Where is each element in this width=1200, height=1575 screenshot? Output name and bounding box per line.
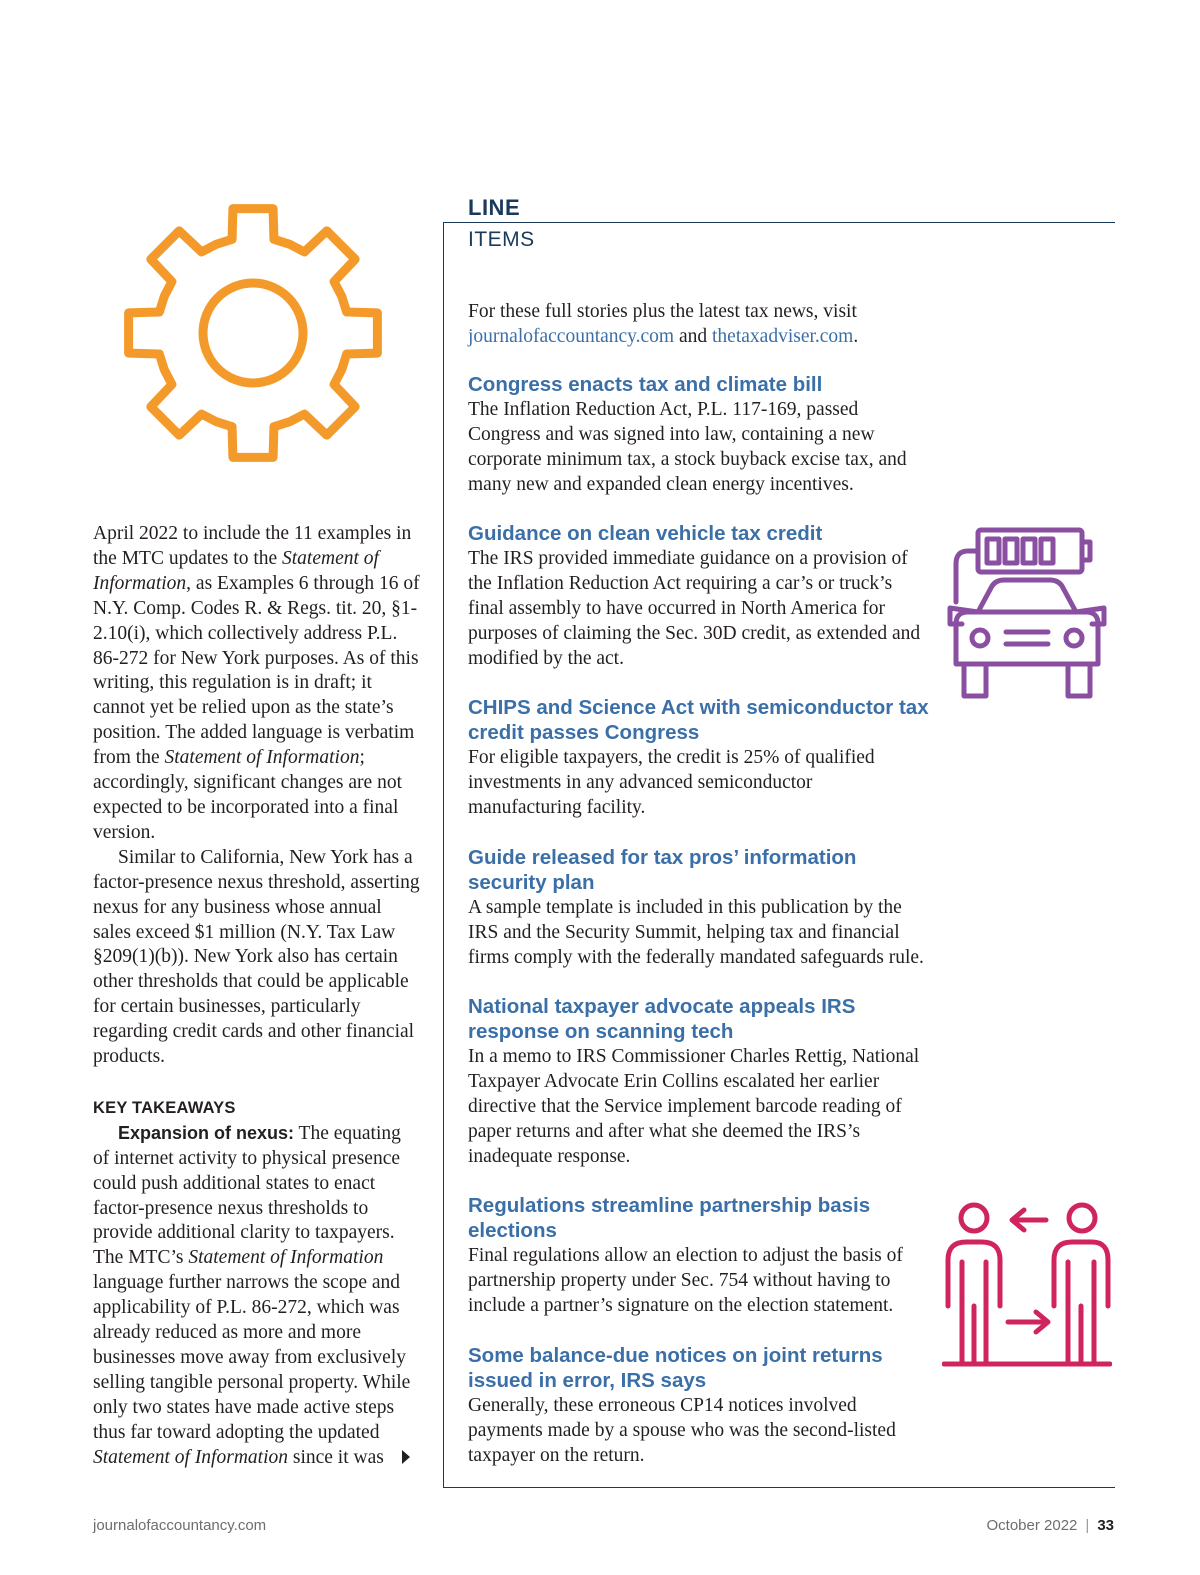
news-item-body: The IRS provided immediate guidance on a provision of the Inflation Reduction Act requiring a car’s or truck’s final assembly to have occurred in North America for purposes of claiming the Sec. 30D credit, as extended and modified by the act. <box>468 548 921 669</box>
sidebar-intro: For these full stories plus the latest tax news, visit journalofaccountancy.com and thetaxadviser.com. <box>468 301 859 347</box>
article-paragraph: Similar to California, New York has a factor-presence nexus threshold, asserting nexus for any business whose annual sales exceed $1 million (N.Y. Tax Law §209(1)(b)). New York also has certain other thresholds that could be applicable for certain businesses, particularly regarding credit cards and other financial products. <box>93 846 420 1068</box>
news-item <box>468 994 930 1169</box>
footer-folio <box>987 1517 1115 1534</box>
folio-separator: | <box>1085 1517 1090 1534</box>
news-item <box>468 1193 930 1318</box>
gear-icon <box>122 202 384 464</box>
news-item <box>468 521 930 671</box>
news-item-title: Congress enacts tax and climate bill <box>468 373 823 396</box>
news-item-title: Guide released for tax pros’ information security plan <box>468 846 857 894</box>
key-takeaway-paragraph: Expansion of nexus: The equating of internet activity to physical presence could push additional states to enact factor-presence nexus thresholds to provide additional clarity to taxpayers. The MTC’s Statement of Information language further narrows the scope and applicability of P.L. 86-272, which was already reduced as more and more businesses move away from exclusively selling tangible personal property. While only two states have made active steps thus far toward adopting the updated Statement of Information since it was <box>93 1122 411 1468</box>
left-column-article <box>93 522 421 1471</box>
news-item <box>468 845 930 970</box>
key-takeaways-heading: KEY TAKEAWAYS <box>93 1098 236 1117</box>
sidebar-title-line: LINE <box>468 195 521 220</box>
sidebar-left-rule <box>443 222 444 1488</box>
news-item-title: National taxpayer advocate appeals IRS response on scanning tech <box>468 995 856 1043</box>
news-item-title: Guidance on clean vehicle tax credit <box>468 522 823 545</box>
news-item-body: Final regulations allow an election to adjust the basis of partnership property under Sec. 754 without having to include a partner’s signature on the election statement. <box>468 1245 903 1316</box>
news-item-body: In a memo to IRS Commissioner Charles Rettig, National Taxpayer Advocate Erin Collins escalated her earlier directive that the Service implement barcode reading of paper returns and after what she deemed the IRS’s inadequate response. <box>468 1046 920 1167</box>
news-item-body: A sample template is included in this publication by the IRS and the Security Summit, helping tax and financial firms comply with the federally mandated safeguards rule. <box>468 897 924 968</box>
issue-date: October 2022 <box>986 1517 1078 1534</box>
journalofaccountancy-link[interactable]: journalofaccountancy.com <box>468 326 675 347</box>
news-item-body: Generally, these erroneous CP14 notices involved payments made by a spouse who was the second-listed taxpayer on the return. <box>468 1395 896 1466</box>
page-number: 33 <box>1097 1517 1114 1534</box>
thetaxadviser-link[interactable]: thetaxadviser.com <box>712 326 854 347</box>
news-item-body: The Inflation Reduction Act, P.L. 117-169, passed Congress and was signed into law, containing a new corporate minimum tax, a stock buyback excise tax, and many new and expanded clean energy incentives. <box>468 399 907 495</box>
continue-arrow-icon <box>402 1450 410 1464</box>
sidebar-bottom-rule <box>443 1487 1115 1488</box>
news-item <box>468 372 930 497</box>
sidebar-title-items: ITEMS <box>468 228 535 251</box>
key-takeaway-label: Expansion of nexus: <box>118 1122 295 1143</box>
sidebar-top-rule <box>443 222 1115 223</box>
news-item-title: Some balance-due notices on joint returns issued in error, IRS says <box>468 1344 883 1392</box>
news-item-body: For eligible taxpayers, the credit is 25% of qualified investments in any advanced semiconductor manufacturing facility. <box>468 747 875 818</box>
electric-car-icon <box>942 524 1112 700</box>
news-item-title: CHIPS and Science Act with semiconductor tax credit passes Congress <box>468 696 929 744</box>
news-item-title: Regulations streamline partnership basis elections <box>468 1194 871 1242</box>
footer-url: journalofaccountancy.com <box>93 1517 267 1534</box>
news-item <box>468 695 930 820</box>
news-item <box>468 1343 930 1468</box>
people-exchange-icon <box>942 1198 1112 1368</box>
article-paragraph: April 2022 to include the 11 examples in the MTC updates to the Statement of Information, as Examples 6 through 16 of N.Y. Comp. Codes R. & Regs. tit. 20, §1-2.10(i), which collectively address P.L. 86-272 for New York purposes. As of this writing, this regulation is in draft; it cannot yet be relied upon as the state’s position. The added language is verbatim from the Statement of Information; accordingly, significant changes are not expected to be incorporated into a final version. <box>93 523 420 843</box>
